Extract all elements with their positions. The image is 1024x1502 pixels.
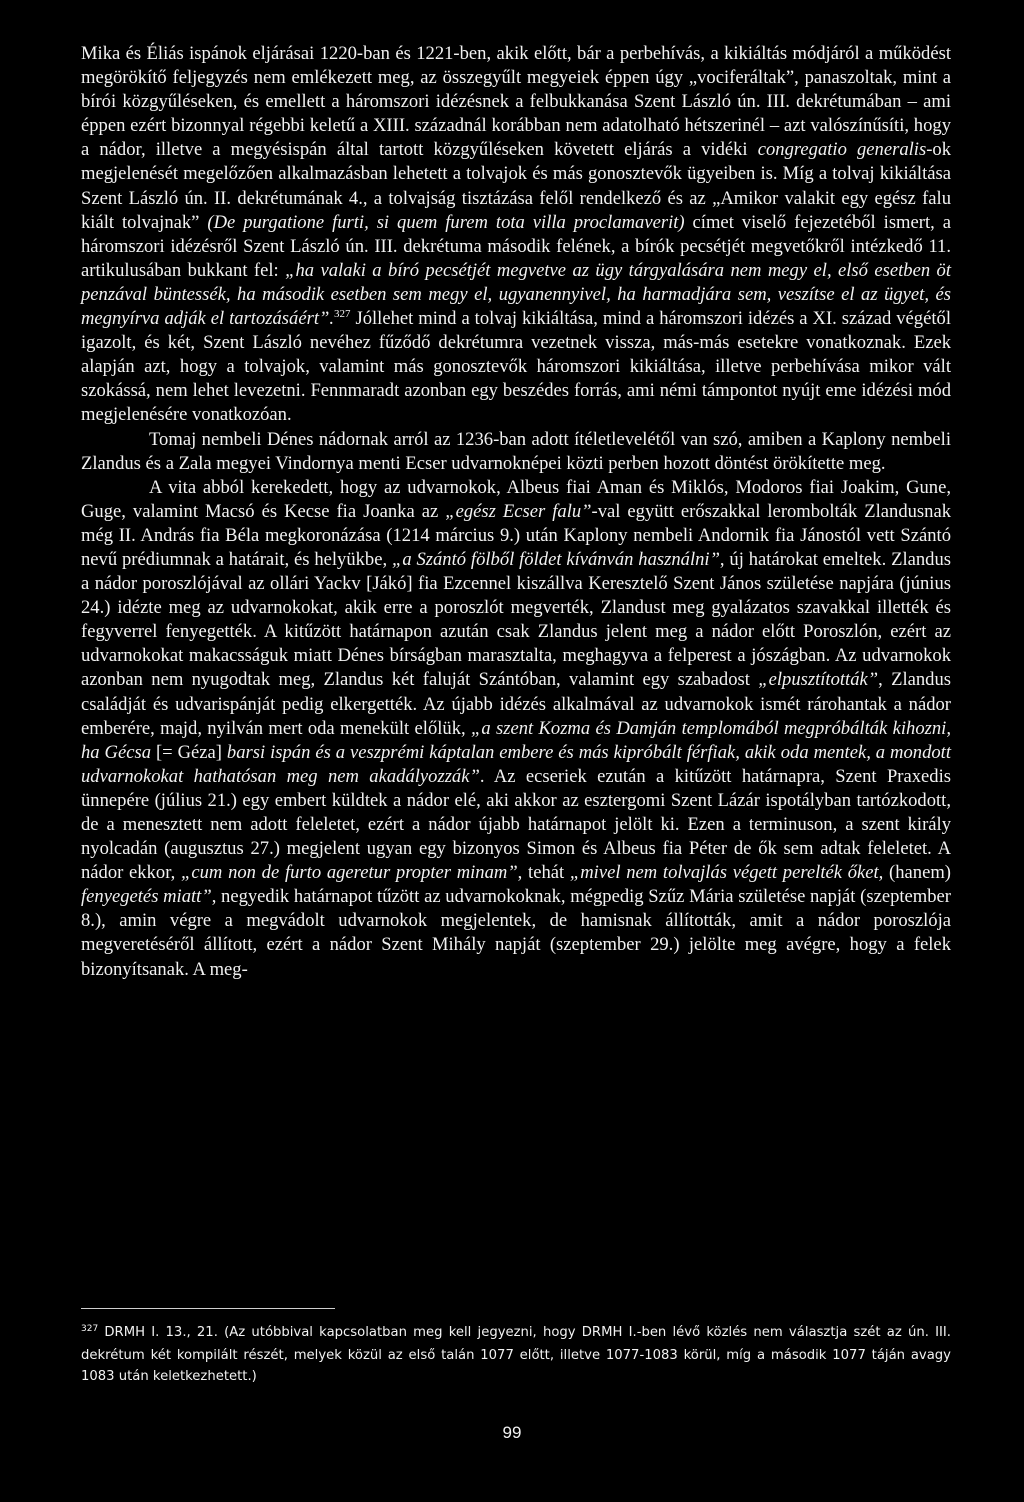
- footnote-reference[interactable]: 327: [333, 308, 351, 321]
- paragraph-3-text-2: -val együtt erőszakkal lerombolták Zlandusnak még II. András fia Béla megkoronázása (1214 március 9.) után Kaplony nembeli Andornik fia Jánostól vett Szántó nevű prédiumnak a határait, és helyükbe,: [81, 500, 951, 570]
- paragraph-1-text-1: Mika és Éliás ispánok eljárásai 1220-ban és 1221-ben, akik előtt, bár a perbehívás, a kikiáltás módjáról a működést megörökítő feljegyzés nem emlékezett meg, az összegyűlt megyeiek éppen úgy „vociferáltak”, panaszoltak, mint a bírói közgyűléseken, és emellett a háromszori idézésnek a felbukkanása Szent László ún. III. dekrétumában – ami éppen ezért bizonnyal régebbi keletű a XIII. századnál korábban nem adatolható hétszerinél – azt valószínűsíti, hogy a nádor, illetve a megyésispán által tartott közgyűléseken követett eljárás a vidéki: [81, 43, 951, 161]
- paragraph-1-quote: „ha valaki a bíró pecsétjét megvetve az ügy tárgyalására nem megy el, első esetben öt penzával büntessék, ha második esetben sem megy el, ugyanennyivel, ha harmadjára sem, veszítse el az ügyet, és megnyírva adják el tartozásáért”.: [81, 259, 952, 330]
- paragraph-3-italic-5: barsi ispán és a veszprémi káptalan embere és más kipróbált férfiak, akik oda mentek, a mondott udvarnokokat hathatósan meg nem akadályozzák”: [81, 741, 951, 787]
- paragraph-1-text-2: -ok megjelenését megelőzően alkalmazásban lehetett a tolvajok és más gonosztevők ügyeiben is. Míg a tolvaj kikiáltása Szent László ún. II. dekrétumának 4., a tolvajság tisztázása felől rendelkező és az „Amikor valakit egy egész falu kiált tolvajnak”: [81, 139, 951, 233]
- paragraph-1-italic-1: congregatio generalis: [757, 139, 927, 161]
- footnote-number: 327: [81, 1324, 99, 1335]
- paragraph-2: Tomaj nembeli Dénes nádornak arról az 1236-ban adott ítéletlevelétől van szó, amiben a Kaplony nembeli Zlandus és a Zala megyei Vindornya menti Ecser udvarnoknépei közti perben hozott döntést örökítette meg.: [81, 428, 951, 474]
- paragraph-3-italic-4: „a szent Kozma és Damján templomából megpróbálták kihozni, ha Gécsa: [81, 717, 951, 763]
- paragraph-3-text-7: , tehát: [517, 862, 570, 884]
- footnote-text: DRMH I. 13., 21. (Az utóbbival kapcsolatban meg kell jegyezni, hogy DRMH I.-ben lévő közlés nem választja szét az ún. III. dekrétum két kompilált részét, melyek közül az első talán 1077 előtt, illetve 1077-1083 körül, míg a második 1077 táján avagy 1083 után keletkezhetett.): [81, 1325, 951, 1385]
- paragraph-1-text-4: Jóllehet mind a tolvaj kikiáltása, mind a háromszori idézés a XI. század végétől igazolt, és két, Szent László nevéhez fűződő dekrétumra vezetnek vissza, más-más esetekre vonatkoznak. Ezek alapján azt, hogy a tolvajok, valamint más gonosztevők háromszori kikiáltása, illetve perbehívása mikor vált szokássá, nem lehet levezetni. Fennmaradt azonban egy beszédes forrás, ami némi támpontot nyújt eme idézési mód megjelenésére vonatkozóan.: [81, 308, 951, 426]
- page-number: 99: [502, 1423, 522, 1442]
- paragraph-3: [81, 476, 951, 982]
- paragraph-3-text-3: , új határokat emeltek. Zlandus a nádor poroszlójával az ollári Yackv [Jákó] fia Ezcennel kiszállva Keresztelő Szent János születése napjára (június 24.) idézte meg az udvarnokokat, akik erre a poroszlót megverték, Zlandust meg gyalázatos szavakkal illették és fegyverrel fenyegették. A kitűzött határnapon azután csak Zlandus jelent meg a nádor előtt Poroszlón, ezért az udvarnokokat makacsságuk miatt Dénes bírságban marasztalta, meghagyva a felperest a jószágban. Az udvarnokok azonban nem nyugodtak meg, Zlandus két faluját Szántóban, valamint egy szabadost: [81, 548, 951, 691]
- paragraph-3-italic-2: „a Szántó fölből földet kívánván használni”: [391, 548, 720, 570]
- paragraph-3-italic-7: „mivel nem tolvajlás végett perelték őket,: [569, 862, 884, 884]
- paragraph-3-italic-1: „egész Ecser falu”: [445, 500, 592, 522]
- paragraph-3-italic-6: „cum non de furto ageretur propter minam”: [181, 862, 518, 884]
- paragraph-3-text-4: , Zlandus családját és udvarispánját pedig elkergették. Az újabb idézés alkalmával az udvarnokok ismét rárohantak a nádor emberére, majd, nyilván mert oda menekült előlük,: [81, 669, 952, 739]
- paragraph-3-italic-3: „elpusztították”: [758, 669, 879, 691]
- footnote-divider: [81, 1308, 335, 1309]
- paragraph-3-text-1: A vita abból kerekedett, hogy az udvarnokok, Albeus fiai Aman és Miklós, Modoros fiai Joakim, Gune, Guge, valamint Macsó és Kecse fia Joanka az: [81, 476, 951, 522]
- paragraph-3-text-8: (hanem): [883, 862, 951, 884]
- paragraph-1-italic-2: (De purgatione furti, si quem furem tota villa proclamaverit): [207, 211, 685, 233]
- footnote: [81, 1322, 951, 1388]
- paragraph-1: [81, 42, 951, 428]
- paragraph-1-text-3: címet viselő fejezetéből ismert, a háromszori idézésről Szent László ún. III. dekrétuma második felének, a bírók pecsétjét megvetőkről intézkedő 11. artikulusában bukkant fel:: [81, 211, 951, 281]
- paragraph-3-text-5: [= Géza]: [151, 741, 227, 763]
- paragraph-3-text-9: , negyedik határnapot tűzött az udvarnokoknak, mégpedig Szűz Mária születése napját (szeptember 8.), amin végre a megvádolt udvarnokok megjelentek, de hamisnak állították, amit a nádor poroszlója megveretéséről állított, ezért a nádor Szent Mihály napját (szeptember 29.) jelölte meg avégre, hogy a felek bizonyítsanak. A meg-: [81, 886, 951, 980]
- paragraph-3-italic-8: fenyegetés miatt”: [81, 886, 212, 908]
- paragraph-3-text-6: . Az ecseriek ezután a kitűzött határnapra, Szent Praxedis ünnepére (július 21.) egy embert küldtek a nádor elé, aki akkor az esztergomi Szent Lázár ispotályban tartózkodott, de a menesztett nem adott feleletet, ezért a nádor újabb határnapot jelölt ki. Ezen a terminuson, a szent király nyolcadán (augusztus 27.) megjelent ugyan egy bizonyos Simon és Albeus fia Péter de ők sem adtak feleletet. A nádor ekkor,: [81, 765, 951, 884]
- main-text: [81, 42, 951, 982]
